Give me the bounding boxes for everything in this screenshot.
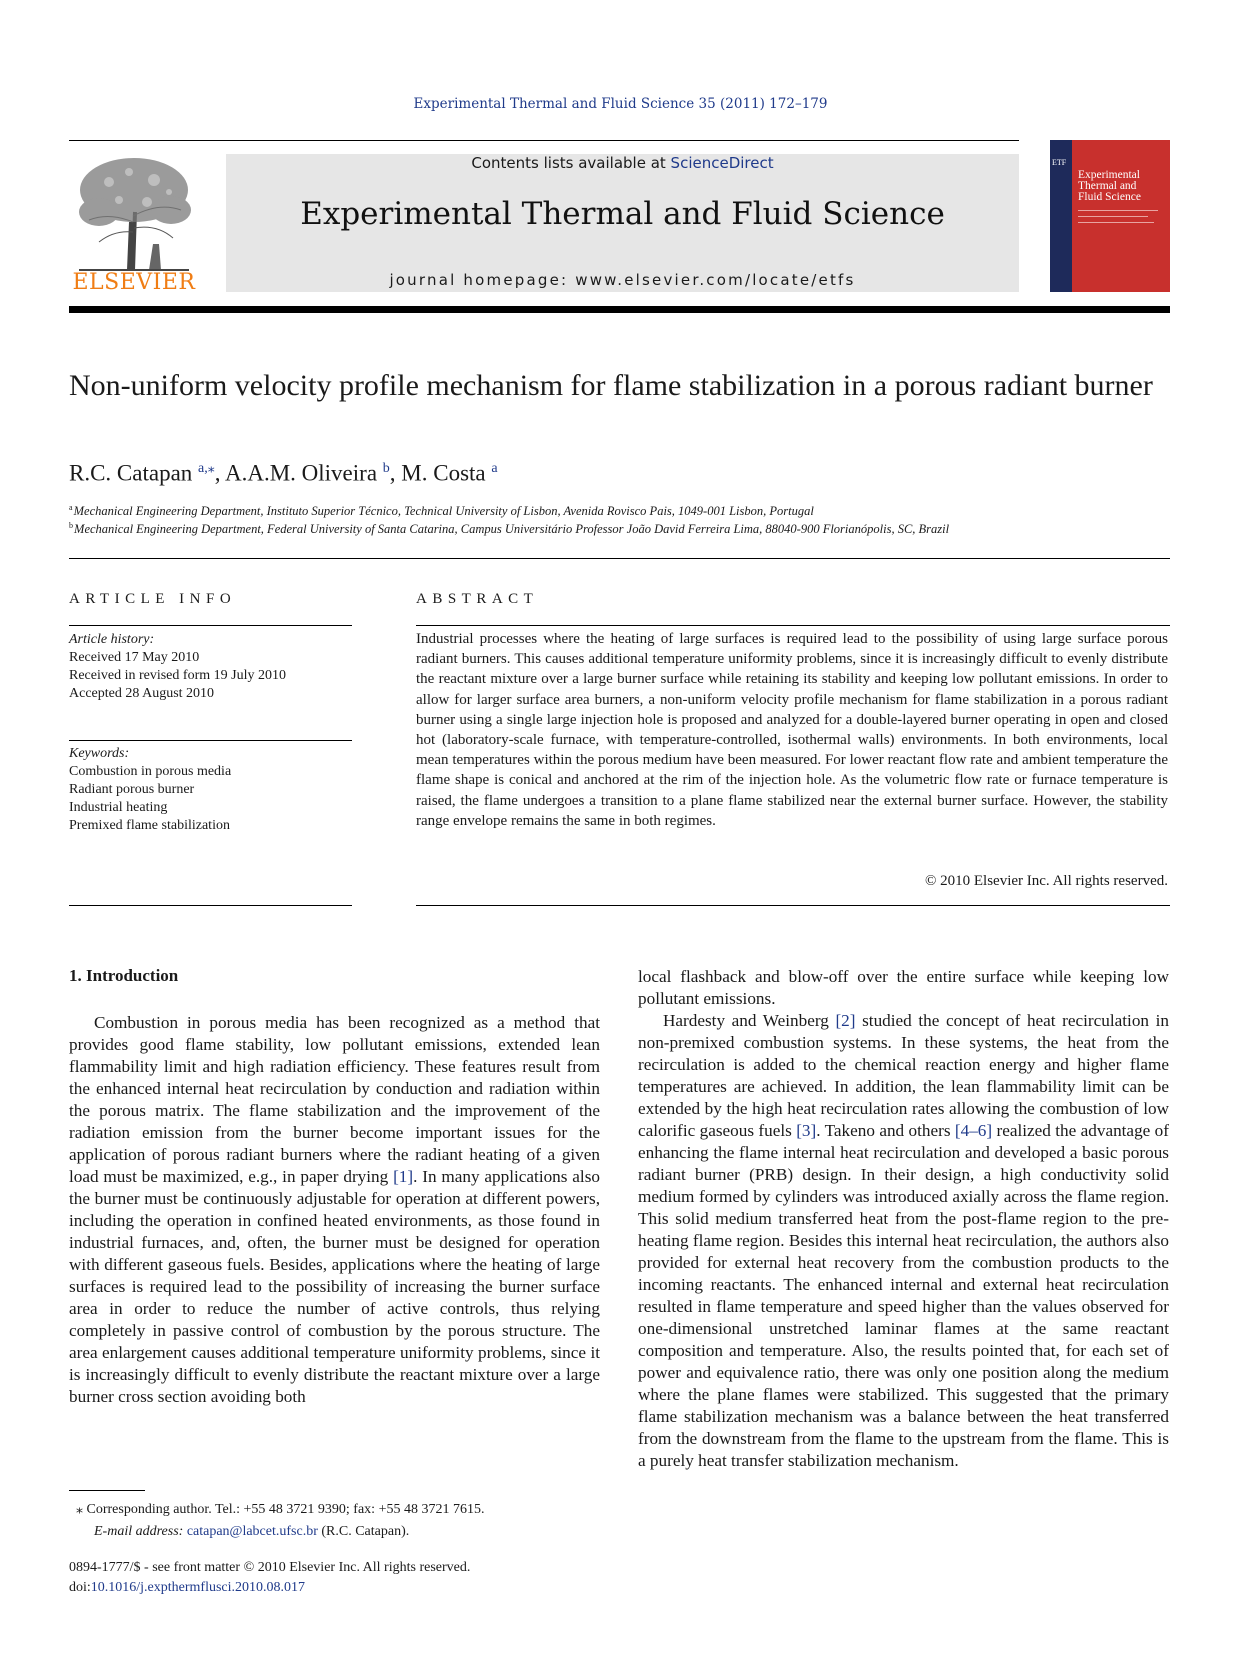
affiliation-text: Mechanical Engineering Department, Instituto Superior Técnico, Technical University of Lisbon, Avenida Rovisco Pais, 1049-001 Lisbon, Portugal — [73, 504, 814, 519]
paragraph-text: . In many applications also the burner must be continuously adjustable for operation at different powers, including the operation in confined heated environments, as those found in industrial furnaces, and, often, the burner must be designed for operation with different gaseous fuels. Besides, applications where the heating of large surfaces is required lead to the possibility of increasing the burner surface area in order to reduce the number of active controls, thus relying completely in passive control of combustion by the porous structure. The area enlargement causes additional temperature uniformity problems, since it is increasingly difficult to evenly distribute the reactant mixture over a large burner cross section avoiding both — [69, 1167, 600, 1406]
journal-reference[interactable]: Experimental Thermal and Fluid Science 35 (2011) 172–179 — [413, 96, 828, 112]
cover-line — [1078, 210, 1158, 211]
abstract-bottom-rule — [416, 905, 1170, 906]
paragraph-text: . Takeno and others — [816, 1121, 955, 1140]
author-name: R.C. Catapan — [69, 460, 193, 486]
email-label: E-mail address: — [94, 1524, 187, 1539]
affiliation — [69, 521, 1169, 537]
keywords-rule — [69, 740, 352, 741]
cover-title-line: Thermal and — [1078, 180, 1137, 192]
author-name: A.A.M. Oliveira — [225, 460, 378, 486]
doi-label: doi: — [69, 1580, 91, 1595]
article-title: Non-uniform velocity profile mechanism for flame stabilization in a porous radiant burner — [69, 369, 1153, 402]
footnote-email — [94, 1522, 614, 1542]
doi-link[interactable]: 10.1016/j.expthermflusci.2010.08.017 — [90, 1580, 306, 1595]
author-list: R.C. Catapan $^{a,⁎}$, A.A.M. Oliveira $^b$, M. Costa $^a$ — [69, 460, 498, 486]
journal-cover-image — [1050, 140, 1170, 292]
article-info-rule — [69, 625, 352, 626]
article-info-heading: ARTICLE INFO — [69, 591, 237, 607]
author-name: M. Costa — [401, 460, 486, 486]
article-info-bottom-rule — [69, 905, 352, 906]
keyword: Radiant porous burner — [69, 782, 195, 797]
footnote-corresponding: ⁎ Corresponding author. Tel.: +55 48 3721 9390; fax: +55 48 3721 7615. — [76, 1502, 485, 1517]
citation-link[interactable]: [3] — [796, 1121, 817, 1140]
article-history — [69, 631, 352, 703]
publisher-wordmark: ELSEVIER — [72, 270, 196, 295]
contents-available-line — [226, 154, 1019, 172]
history-entry: Received 17 May 2010 — [69, 650, 200, 665]
section-heading: 1. Introduction — [69, 966, 179, 985]
email-link[interactable]: catapan@labcet.ufsc.br — [186, 1524, 318, 1539]
paragraph-text: Combustion in porous media has been recognized as a method that provides good flame stability, low pollutant emissions, extended lean flammability limit and high radiation efficiency. These features result from the enhanced internal heat recirculation by conduction and radiation within the porous matrix. The flame stabilization and the improvement of the radiation emission from the burner become important issues for the application of porous radiant burners where the radiant heating of a given load must be maximized, e.g., in paper drying — [69, 1013, 600, 1186]
abstract-text: Industrial processes where the heating of large surfaces is required lead to the possibility of using large surface porous radiant burners. This causes additional temperature uniformity problems, since it is increasingly difficult to evenly distribute the reactant mixture over a large burner surface while retaining its stability and keeping low pollutant emissions. In order to allow for larger surface area burners, a non-uniform velocity profile mechanism for flame stabilization in a porous radiant burner using a single large injection hole is proposed and analyzed for a double-layered burner operating in open and closed hot (laboratory-scale furnace, with temperature-controlled, isothermal walls) environments. In both environments, local mean temperatures within the porous medium have been measured. For lower reactant flow rate and ambient temperature the flame shape is conical and anchored at the rim of the injection hole. As the volumetric flow rate or furnace temperature is raised, the flame undergoes a transition to a plane flame stabilized near the external burner surface. However, the stability range envelope remains the same in both regimes. — [416, 631, 1168, 829]
title-block-rule — [69, 558, 1170, 559]
email-suffix: (R.C. Catapan). — [317, 1524, 410, 1539]
author-affiliation-mark[interactable]: a,⁎ — [198, 461, 215, 476]
footnote-rule — [69, 1490, 145, 1491]
cover-line — [1078, 216, 1148, 217]
abstract-copyright: © 2010 Elsevier Inc. All rights reserved. — [924, 873, 1168, 889]
affiliation-text: Mechanical Engineering Department, Federal University of Santa Catarina, Campus Universitário Professor João David Ferreira Lima, 88040-900 Florianópolis, SC, Brazil — [74, 522, 950, 537]
header-rule — [69, 140, 1019, 141]
journal-homepage[interactable]: journal homepage: www.elsevier.com/locate/etfs — [389, 271, 856, 289]
front-matter-line: 0894-1777/$ - see front matter © 2010 Elsevier Inc. All rights reserved. — [69, 1560, 471, 1575]
cover-title-line: Experimental — [1078, 169, 1140, 181]
affiliation — [69, 503, 1169, 519]
keywords — [69, 745, 352, 835]
body-right-column — [638, 966, 1169, 1472]
body-paragraph — [638, 1010, 1169, 1472]
body-paragraph: local flashback and blow-off over the entire surface while keeping low pollutant emissions. — [638, 967, 1169, 1008]
paragraph-text: Hardesty and Weinberg — [663, 1011, 836, 1030]
affiliation-mark: a — [69, 503, 73, 512]
article-history-label: Article history: — [69, 632, 155, 647]
body-left-column — [69, 1012, 600, 1408]
history-entry: Received in revised form 19 July 2010 — [69, 668, 286, 683]
abstract-rule — [416, 625, 1170, 626]
contents-prefix: Contents lists available at — [471, 154, 671, 172]
citation-link[interactable]: [1] — [393, 1167, 414, 1186]
keyword: Premixed flame stabilization — [69, 818, 230, 833]
doi-line — [69, 1578, 629, 1598]
keyword: Industrial heating — [69, 800, 168, 815]
author-affiliation-mark[interactable]: a — [491, 461, 498, 476]
cover-abbr: ETF — [1052, 158, 1067, 167]
cover-line — [1078, 222, 1154, 223]
citation-link[interactable]: [2] — [835, 1011, 856, 1030]
journal-title: Experimental Thermal and Fluid Science — [300, 196, 945, 232]
keyword: Combustion in porous media — [69, 764, 232, 779]
history-entry: Accepted 28 August 2010 — [69, 686, 215, 701]
header-thick-rule — [69, 306, 1170, 313]
citation-link[interactable]: [4–6] — [954, 1121, 993, 1140]
keywords-label: Keywords: — [69, 746, 130, 761]
cover-title — [1078, 170, 1168, 203]
abstract-heading: ABSTRACT — [416, 591, 539, 607]
affiliation-mark: b — [69, 521, 73, 530]
author-affiliation-mark[interactable]: b — [382, 461, 390, 476]
paragraph-text: realized the advantage of enhancing the flame internal heat recirculation and developed a basic porous radiant burner (PRB) design. In their design, a high conductivity solid medium formed by cylinders was introduced axially across the flame region. This solid medium transferred heat from the post-flame region to the pre-heating flame region. Besides this internal heat recirculation, the authors also provided for external heat recovery from the combustion products to the incoming reactants. The enhanced internal and external heat recirculation resulted in flame temperature and speed higher than the values observed for one-dimensional unstretched laminar flames at the same reactant composition and temperature. Also, the results pointed that, for each set of power and equivalence ratio, there was only one position along the medium where the plane flames were stabilized. This suggested that the primary flame stabilization mechanism was a balance between the heat transferred from the downstream from the flame to the upstream from the flame. This is a purely heat transfer stabilization mechanism. — [638, 1121, 1169, 1470]
paragraph-text: studied the concept of heat recirculation in non-premixed combustion systems. In these systems, the heat from the recirculation is added to the chemical reaction energy and higher flame temperatures are achieved. In addition, the lean flammability limit can be extended by the high heat recirculation rates allowing the combustion of low calorific gaseous fuels — [638, 1011, 1170, 1140]
sciencedirect-link[interactable]: ScienceDirect — [670, 154, 774, 172]
body-paragraph — [69, 1012, 600, 1408]
cover-title-line: Fluid Science — [1078, 191, 1141, 203]
